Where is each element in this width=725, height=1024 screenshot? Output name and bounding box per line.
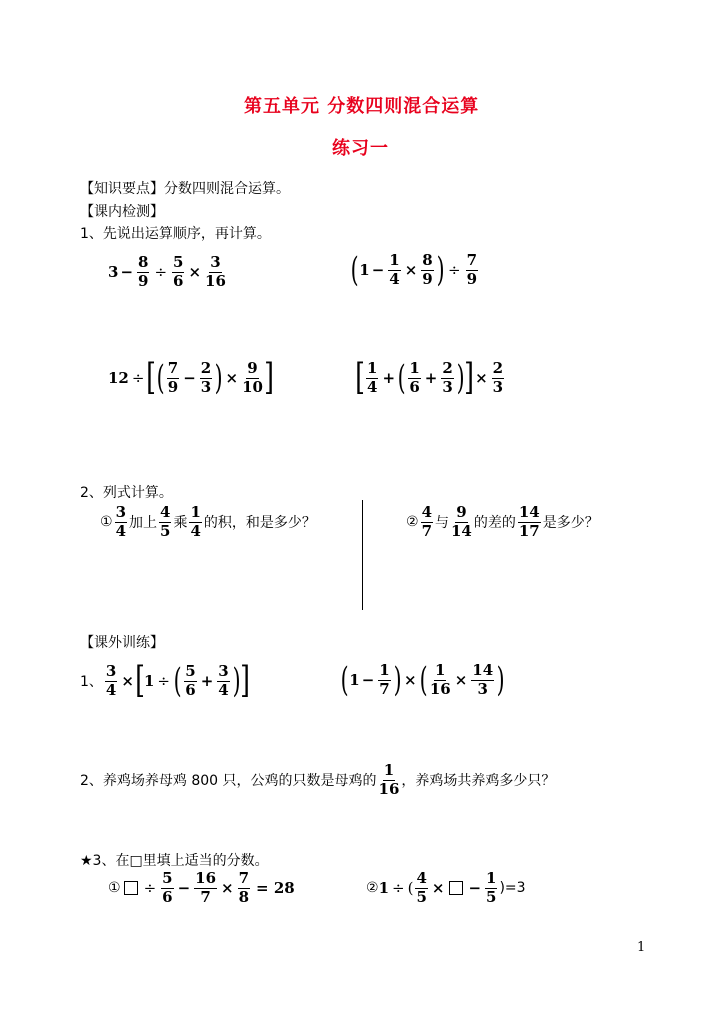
question-1-label: 1、先说出运算顺序，再计算。	[80, 226, 271, 242]
q2a-text-1: 加上	[129, 515, 157, 532]
expr-1a: 3 − $\frac{8}{9}$ ÷ $\frac{5}{6}$ × $\frac{3}{16}$	[108, 253, 226, 290]
o2-text-1: 2、养鸡场养母鸡 800 只，公鸡的只数是母鸡的	[80, 773, 377, 790]
o3b-close: )=3	[499, 880, 526, 897]
blank-box[interactable]	[124, 881, 138, 895]
q2b-text-2: 的差的	[473, 515, 516, 532]
o3b-prefix: ②	[366, 880, 379, 897]
o3a-result: = 28	[256, 879, 295, 898]
divider-line	[362, 500, 363, 610]
page-title: 第五单元 分数四则混合运算	[244, 96, 480, 117]
expr-o3a: ① ÷ $\frac{5}{6}$ − $\frac{16}{7}$ × $\frac{7}{8}$ = 28	[108, 869, 295, 906]
o2-text-2: ，养鸡场共养鸡多少只？	[401, 773, 556, 790]
q2a-text-3: 的积，和是多少？	[203, 515, 316, 532]
blank-box[interactable]	[449, 881, 463, 895]
q2b-text-1: 与	[435, 515, 449, 532]
q2b-prefix: ②	[406, 514, 419, 531]
question-o2: 2、养鸡场养母鸡 800 只，公鸡的只数是母鸡的 $\frac{1}{16}$ ，养鸡场共养鸡多少只？	[80, 761, 556, 798]
question-o3-label: ★3、在□里填上适当的分数。	[80, 853, 269, 869]
expr-1b: ( 1 − $\frac{1}{4}$ × $\frac{8}{9}$ ) ÷ $\frac{7}{9}$	[350, 250, 478, 291]
page-subtitle: 练习一	[332, 138, 389, 159]
o3a-prefix: ①	[108, 880, 121, 897]
q2b-text-3: 是多少？	[542, 515, 599, 532]
q2a-prefix: ①	[100, 514, 113, 531]
expr-o3b: ② 1 ÷ ( $\frac{4}{5}$ × − $\frac{1}{5}$ )=3	[366, 869, 526, 906]
page-number: 1	[637, 940, 646, 955]
expr-o1a: 1、 $\frac{3}{4}$ × [ 1 ÷ ( $\frac{5}{6}$ + $\frac{3}{4}$ ) ]	[80, 660, 250, 701]
o1-label: 1、	[80, 674, 103, 690]
question-2b: ② $\frac{4}{7}$ 与 $\frac{9}{14}$ 的差的 $\frac{14}{17}$ 是多少？	[406, 503, 599, 540]
question-2-label: 2、列式计算。	[80, 485, 173, 501]
question-2a: ① $\frac{3}{4}$ 加上 $\frac{4}{5}$ 乘 $\frac{1}{4}$ 的积，和是多少？	[100, 503, 316, 540]
knowledge-points: 【知识要点】分数四则混合运算。	[80, 181, 290, 197]
outside-heading: 【课外训练】	[80, 635, 164, 651]
expr-1d: [ $\frac{1}{4}$ + ( $\frac{1}{6}$ + $\frac{2}{3}$ ) ] × $\frac{2}{3}$	[355, 357, 504, 398]
in-class-heading: 【课内检测】	[80, 204, 164, 220]
q2a-text-2: 乘	[173, 515, 188, 532]
expr-o1b: ( 1 − $\frac{1}{7}$ ) × ( $\frac{1}{16}$ × $\frac{14}{3}$ )	[340, 660, 505, 701]
expr-1c: 12 ÷ [ ( $\frac{7}{9}$ − $\frac{2}{3}$ ) × $\frac{9}{10}$ ]	[108, 357, 274, 398]
